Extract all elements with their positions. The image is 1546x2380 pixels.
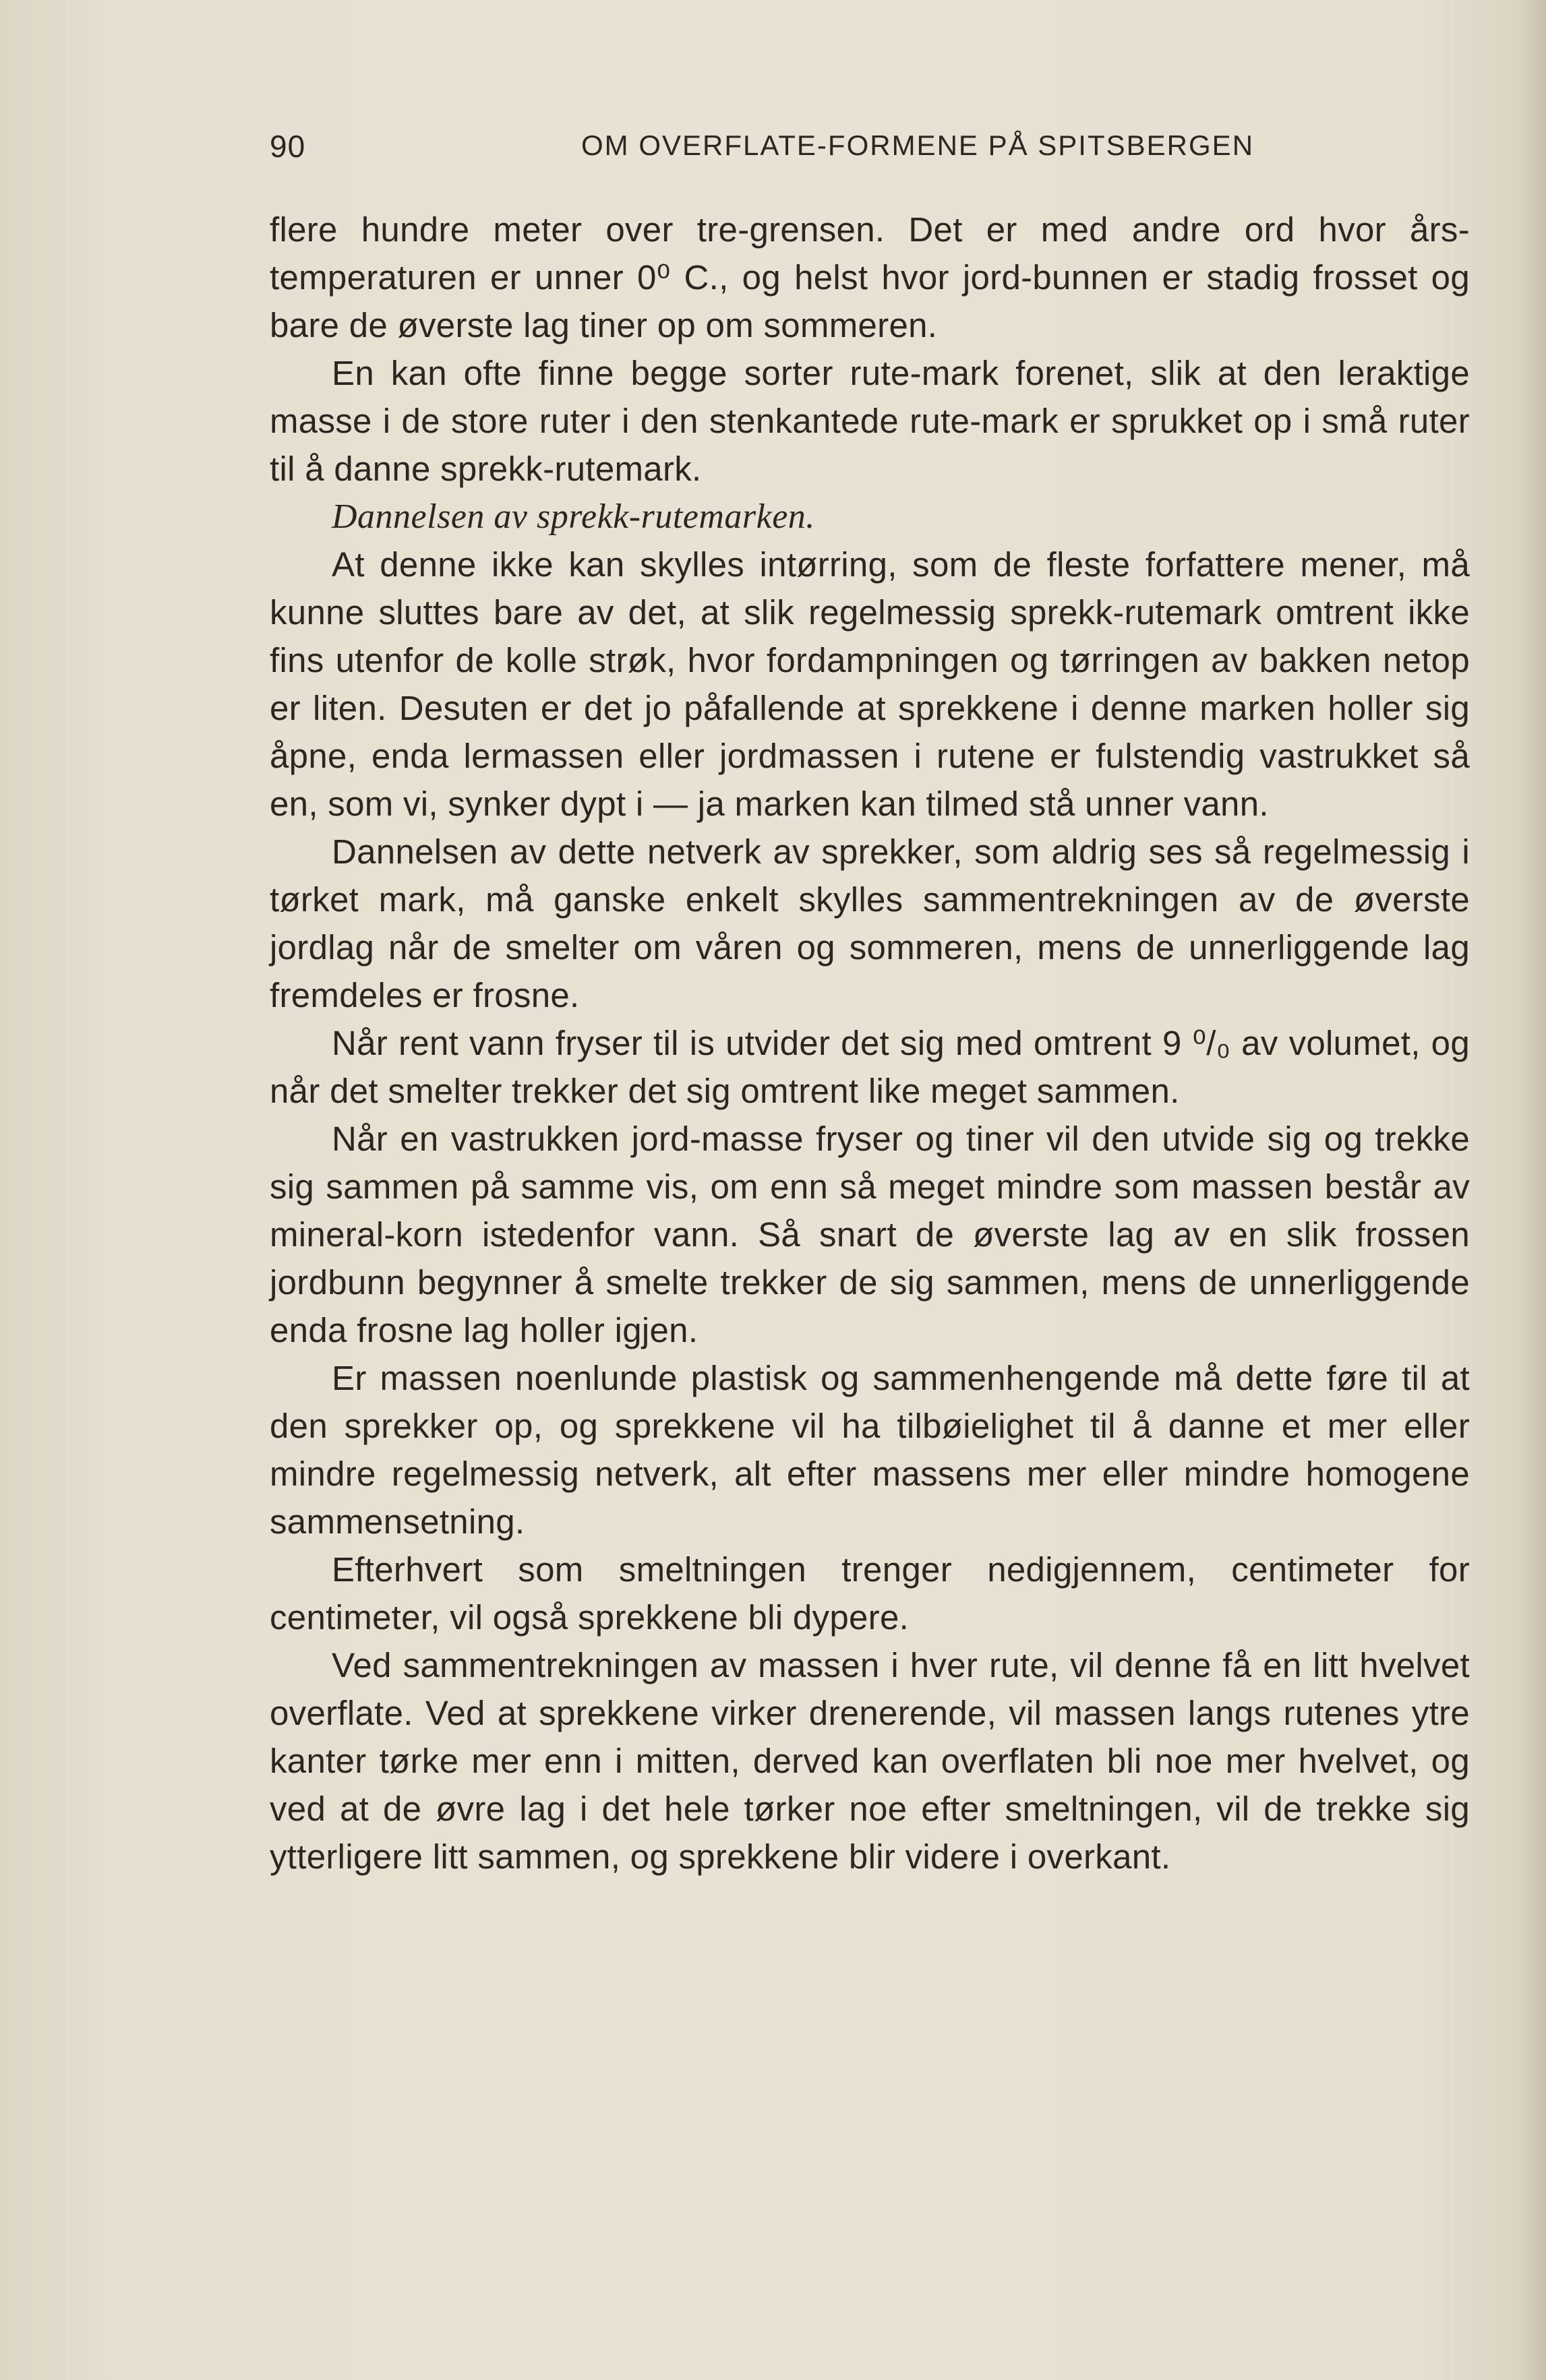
paragraph-2: En kan ofte finne begge sorter rute-mark forenet, slik at den leraktige masse i de store ruter i den stenkantede rute-mark er sprukket op i små ruter til å danne sprekk-rutemark.	[270, 354, 1470, 488]
paragraph-6: Når en vastrukken jord-masse fryser og tiner vil den utvide sig og trekke sig sammen på samme vis, om enn så meget mindre som massen består av mineral-korn istedenfor vann. Så snart de øverste lag av en slik frossen jordbunn begynner å smelte trekker de sig sammen, mens de unnerliggende enda frosne lag holler igjen.	[270, 1120, 1470, 1349]
page-edge-shadow	[1519, 0, 1546, 2380]
page-header	[270, 128, 1470, 175]
paragraph-7: Er massen noenlunde plastisk og sammenhengende må dette føre til at den sprekker op, og sprekkene vil ha tilbøielighet til å danne et mer eller mindre regelmessig netverk, alt efter massens mer eller mindre homogene sammensetning.	[270, 1359, 1470, 1541]
section-heading: Dannelsen av sprekk-rutemarken.	[332, 497, 815, 536]
paragraph-5: Når rent vann fryser til is utvider det sig med omtrent 9 ⁰/₀ av volumet, og når det smelter trekker det sig omtrent like meget sammen.	[270, 1024, 1470, 1110]
paragraph-4: Dannelsen av dette netverk av sprekker, som aldrig ses så regelmessig i tørket mark, må ganske enkelt skylles sammentrekningen av de øverste jordlag når de smelter om våren og sommeren, mens de unnerliggende lag fremdeles er frosne.	[270, 832, 1470, 1014]
paragraph-1: flere hundre meter over tre-grensen. Det er med andre ord hvor års-temperaturen er unner 0⁰ C., og helst hvor jord-bunnen er stadig frosset og bare de øverste lag tiner op om sommeren.	[270, 210, 1470, 344]
running-title: OM OVERFLATE-FORMENE PÅ SPITSBERGEN	[581, 129, 1255, 161]
page-number: 90	[270, 129, 306, 164]
paragraph-3: At denne ikke kan skylles intørring, som de fleste forfattere mener, må kunne sluttes bare av det, at slik regelmessig sprekk-rutemark omtrent ikke fins utenfor de kolle strøk, hvor fordampningen og tørringen av bakken netop er liten. Desuten er det jo påfallende at sprekkene i denne marken holler sig åpne, enda lermassen eller jordmassen i rutene er fulstendig vastrukket så en, som vi, synker dypt i — ja marken kan tilmed stå unner vann.	[270, 545, 1470, 823]
paragraph-9: Ved sammentrekningen av massen i hver rute, vil denne få en litt hvelvet overflate. Ved at sprekkene virker drenerende, vil massen langs rutenes ytre kanter tørke mer enn i mitten, derved kan overflaten bli noe mer hvelvet, og ved at de øvre lag i det hele tørker noe efter smeltningen, vil de trekke sig ytterligere litt sammen, og sprekkene blir videre i overkant.	[270, 1646, 1470, 1876]
body-text	[270, 206, 1470, 1881]
paragraph-8: Efterhvert som smeltningen trenger nedigjennem, centimeter for centimeter, vil også sprekkene bli dypere.	[270, 1550, 1470, 1637]
